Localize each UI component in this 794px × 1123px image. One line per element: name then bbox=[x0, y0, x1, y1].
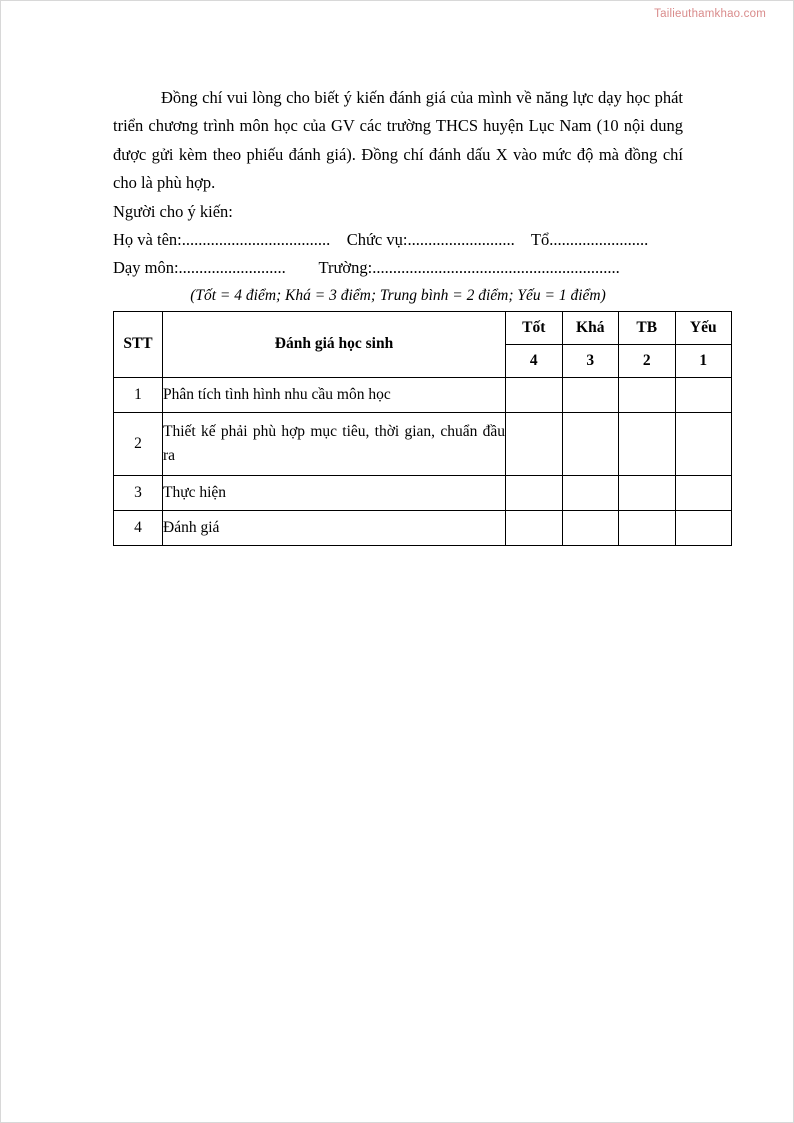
row-mark-tb[interactable] bbox=[619, 510, 676, 545]
header-score-3: 3 bbox=[562, 344, 619, 377]
header-score-4: 4 bbox=[506, 344, 563, 377]
row-mark-yeu[interactable] bbox=[675, 510, 732, 545]
row-criteria: Thiết kế phải phù hợp mục tiêu, thời gian, chuẩn đầu ra bbox=[163, 412, 506, 475]
watermark-text: Tailieuthamkhao.com bbox=[654, 8, 766, 20]
header-level-kha: Khá bbox=[562, 311, 619, 344]
table-row bbox=[114, 510, 732, 545]
row-criteria: Đánh giá bbox=[163, 510, 506, 545]
scale-note: (Tốt = 4 điểm; Khá = 3 điểm; Trung bình = 2 điểm; Yếu = 1 điểm) bbox=[190, 286, 606, 304]
field-line-subject-school: Dạy môn:.......................... Trường:............................................................ bbox=[113, 258, 620, 278]
row-number: 4 bbox=[114, 510, 163, 545]
respondent-label: Người cho ý kiến: bbox=[113, 201, 233, 221]
header-criteria: Đánh giá học sinh bbox=[163, 311, 506, 377]
row-mark-yeu[interactable] bbox=[675, 377, 732, 412]
row-mark-tot[interactable] bbox=[506, 510, 563, 545]
row-mark-kha[interactable] bbox=[562, 510, 619, 545]
header-stt: STT bbox=[114, 311, 163, 377]
row-mark-tot[interactable] bbox=[506, 377, 563, 412]
row-mark-tb[interactable] bbox=[619, 412, 676, 475]
rating-table bbox=[113, 311, 732, 546]
table-row bbox=[114, 475, 732, 510]
row-mark-tot[interactable] bbox=[506, 412, 563, 475]
row-mark-kha[interactable] bbox=[562, 377, 619, 412]
table-header-row-1 bbox=[114, 311, 732, 344]
table-row bbox=[114, 412, 732, 475]
header-score-1: 1 bbox=[675, 344, 732, 377]
row-number: 1 bbox=[114, 377, 163, 412]
row-criteria: Phân tích tình hình nhu cầu môn học bbox=[163, 377, 506, 412]
intro-paragraph: Đồng chí vui lòng cho biết ý kiến đánh giá của mình về năng lực dạy học phát triển chương trình môn học của GV các trường THCS huyện Lục Nam (10 nội dung được gửi kèm theo phiếu đánh giá). Đồng chí đánh dấu X vào mức độ mà đồng chí cho là phù hợp. bbox=[113, 88, 683, 193]
header-score-2: 2 bbox=[619, 344, 676, 377]
row-mark-kha[interactable] bbox=[562, 475, 619, 510]
field-line-name-position-group: Họ và tên:.................................... Chức vụ:.......................... Tổ........................ bbox=[113, 229, 649, 249]
row-number: 2 bbox=[114, 412, 163, 475]
header-level-tb: TB bbox=[619, 311, 676, 344]
row-mark-tb[interactable] bbox=[619, 377, 676, 412]
table-row bbox=[114, 377, 732, 412]
row-mark-tb[interactable] bbox=[619, 475, 676, 510]
row-criteria: Thực hiện bbox=[163, 475, 506, 510]
document-content bbox=[113, 84, 717, 546]
row-mark-kha[interactable] bbox=[562, 412, 619, 475]
row-number: 3 bbox=[114, 475, 163, 510]
row-mark-yeu[interactable] bbox=[675, 412, 732, 475]
header-level-tot: Tốt bbox=[506, 311, 563, 344]
row-mark-tot[interactable] bbox=[506, 475, 563, 510]
row-mark-yeu[interactable] bbox=[675, 475, 732, 510]
header-level-yeu: Yếu bbox=[675, 311, 732, 344]
